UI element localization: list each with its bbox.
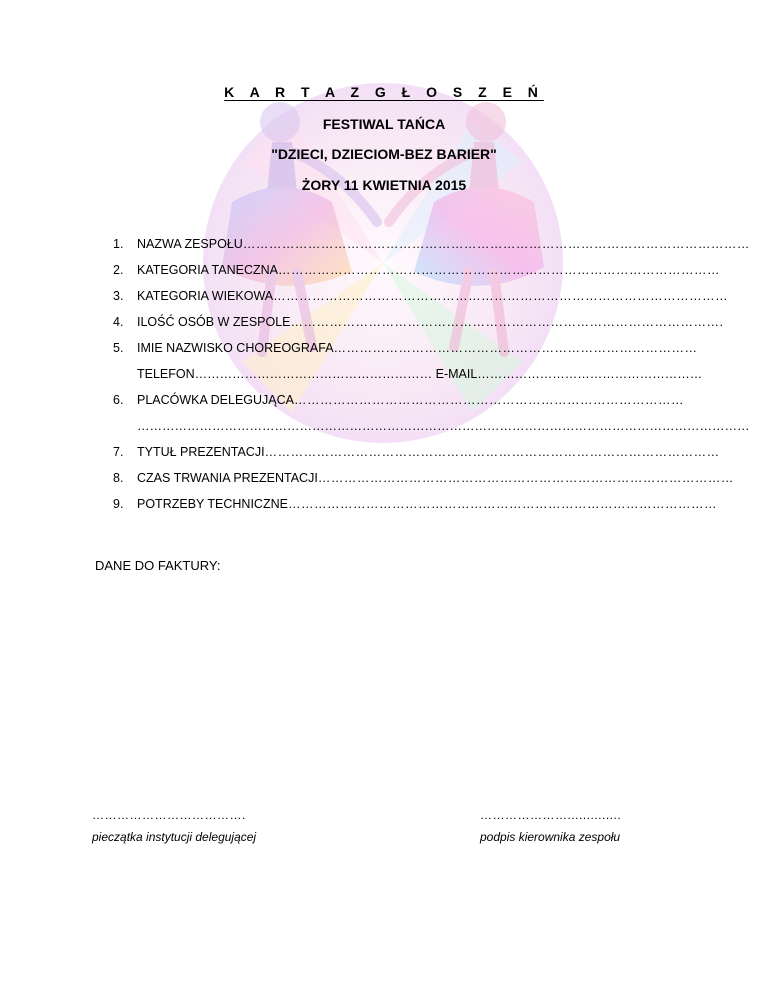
stamp-label: pieczątka instytucji delegującej <box>92 830 257 844</box>
field-age-category[interactable] <box>113 289 729 307</box>
signature-label: podpis kierownika zespołu <box>480 830 621 844</box>
field-team-name[interactable] <box>113 237 750 255</box>
fill-line: ……………………………………………………………………………………………………… <box>242 237 750 251</box>
field-label: KATEGORIA WIEKOWA <box>137 289 274 303</box>
field-institution[interactable] <box>113 393 684 411</box>
fill-line: ……………………………………………………………………………… <box>294 393 684 407</box>
item-number: 1. <box>113 237 124 251</box>
item-number: 6. <box>113 393 124 407</box>
field-label: KATEGORIA TANECZNA <box>137 263 278 277</box>
stamp-line[interactable]: ………………………………. <box>92 808 246 822</box>
fill-line: ……………………………………………………………………………………… <box>287 497 717 511</box>
fill-line: ………………………………………………………………………………………. <box>290 315 724 329</box>
item-number: 2. <box>113 263 124 277</box>
invoice-data-heading: DANE DO FAKTURY: <box>95 558 221 573</box>
field-presentation-title[interactable] <box>113 445 720 463</box>
field-technical-needs[interactable] <box>113 497 717 515</box>
field-label: NAZWA ZESPOŁU <box>137 237 243 251</box>
fill-line: …………………………………………………………………………………………… <box>264 445 720 459</box>
field-label: PLACÓWKA DELEGUJĄCA <box>137 393 294 407</box>
item-number: 8. <box>113 471 124 485</box>
festival-place-date: ŻORY 11 KWIETNIA 2015 <box>301 177 467 193</box>
item-number: 9. <box>113 497 124 511</box>
fill-line: ………………………………………………………………………… <box>333 341 698 355</box>
field-label: ILOŚĆ OSÓB W ZESPOLE <box>137 315 291 329</box>
signature-line[interactable]: ………………….............. <box>480 808 622 822</box>
field-dance-category[interactable] <box>113 263 720 281</box>
field-label: TYTUŁ PREZENTACJI <box>137 445 265 459</box>
form-title: K A R T A Z G Ł O S Z E Ń <box>224 84 544 100</box>
fill-line: …………………………………………………………………………………… <box>317 471 734 485</box>
item-number: 5. <box>113 341 124 355</box>
item-number: 4. <box>113 315 124 329</box>
field-label: POTRZEBY TECHNICZNE <box>137 497 288 511</box>
fill-line: ………………………………………………………………………………………… <box>278 263 720 277</box>
festival-name: FESTIWAL TAŃCA <box>322 116 446 132</box>
fill-line: …………………………………………………………………………………………… <box>273 289 729 303</box>
festival-motto: "DZIECI, DZIECIOM-BEZ BARIER" <box>271 146 497 162</box>
item-number: 7. <box>113 445 124 459</box>
field-phone-email[interactable]: TELEFON………………………………………………… E-MAIL……………………………………………… <box>137 367 703 381</box>
item-number: 3. <box>113 289 124 303</box>
field-label: CZAS TRWANIA PREZENTACJI <box>137 471 318 485</box>
field-presentation-duration[interactable] <box>113 471 734 489</box>
field-institution-continued[interactable]: ………………………………………………………………………………………………………………………………… <box>137 419 750 433</box>
field-member-count[interactable] <box>113 315 724 333</box>
field-label: IMIE NAZWISKO CHOREOGRAFA <box>137 341 334 355</box>
field-choreographer[interactable] <box>113 341 698 359</box>
